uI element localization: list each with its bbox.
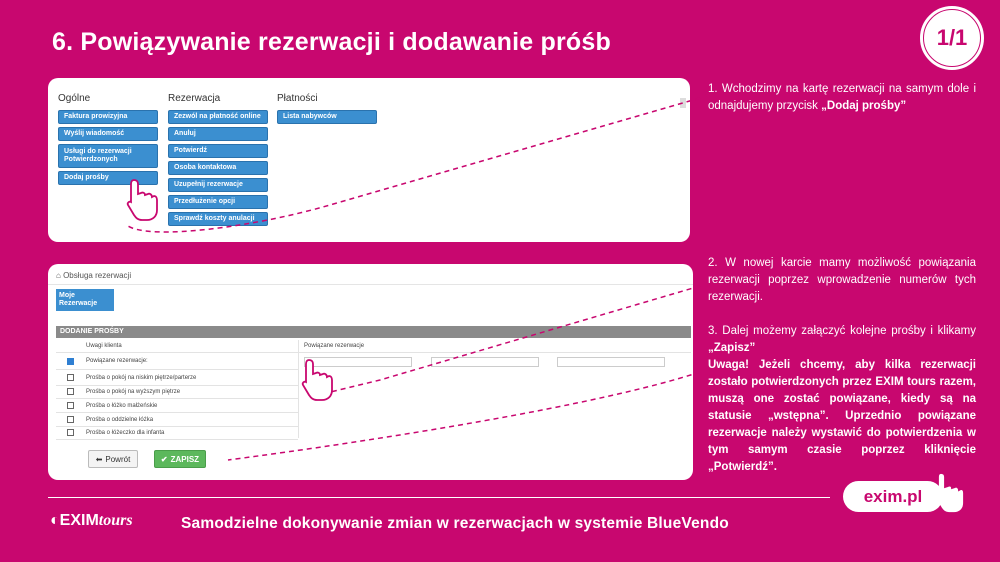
cancel-button[interactable]: Anuluj xyxy=(168,127,268,141)
confirmed-services-button[interactable]: Usługi do rezerwacji Potwierdzonych xyxy=(58,144,158,168)
step-1-highlight: „Dodaj prośby” xyxy=(821,100,907,112)
logo-mark-icon: ◐ xyxy=(50,512,60,529)
section-header: DODANIE PROŚBY xyxy=(56,326,691,338)
step-1-text xyxy=(708,81,976,115)
column-header-linked-reservations: Powiązane rezerwacje xyxy=(304,343,365,349)
hand-cursor-icon xyxy=(303,360,332,400)
row-label: Prośba o pokój na niskim piętrze/parterze xyxy=(86,375,197,381)
invoice-button[interactable]: Faktura prowizyjna xyxy=(58,110,158,124)
row-label: Prośba o pokój na wyższym piętrze xyxy=(86,389,181,395)
column-header-customer-notes: Uwagi klienta xyxy=(86,343,122,349)
dashed-connector-1 xyxy=(128,98,700,232)
column-heading-rezerwacja: Rezerwacja xyxy=(168,93,221,104)
complete-reservation-button[interactable]: Uzupełnij rezerwacje xyxy=(168,178,268,192)
step-3-text xyxy=(708,323,976,357)
breadcrumb-label: Obsługa rezerwacji xyxy=(63,271,132,280)
row-label: Prośba o oddzielne łóżka xyxy=(86,417,154,423)
footer-tagline: Samodzielne dokonywanie zmian w rezerwacjach w systemie BlueVendo xyxy=(181,515,729,532)
send-message-button[interactable]: Wyślij wiadomość xyxy=(58,127,158,141)
step-3-body: 3. Dalej możemy załączyć kolejne prośby i klikamy xyxy=(708,325,976,337)
arrow-left-icon: ⬅ xyxy=(95,454,103,464)
extend-option-button[interactable]: Przedłużenie opcji xyxy=(168,195,268,209)
column-heading-platnosci: Płatności xyxy=(277,93,318,104)
contact-person-button[interactable]: Osoba kontaktowa xyxy=(168,161,268,175)
home-icon[interactable]: ⌂ xyxy=(56,271,61,280)
row-label: Powiązane rezerwacje: xyxy=(86,358,148,364)
page-badge: 1/1 xyxy=(924,10,980,66)
back-button-label: Powrót xyxy=(105,454,131,464)
step-1-body: 1. Wchodzimy na kartę rezerwacji na samym dole i odnajdujemy przycisk xyxy=(708,83,976,112)
dashed-connector-3 xyxy=(228,372,700,460)
logo-script: tours xyxy=(98,512,133,529)
step-3-highlight: „Zapisz” xyxy=(708,342,756,354)
page-title: 6. Powiązywanie rezerwacji i dodawanie próśb xyxy=(52,28,611,56)
check-cancellation-costs-button[interactable]: Sprawdź koszty anulacji xyxy=(168,212,268,226)
add-requests-button[interactable]: Dodaj prośby xyxy=(58,171,158,185)
hand-cursor-icon xyxy=(128,180,157,220)
warning-text: Uwaga! Jeżeli chcemy, aby kilka rezerwacji zostało potwierdzonych przez EXIM tours razem, muszą one zostać powiązane, kiedy są na statusie „wstępna”. Uprzednio powiązane rezerwacje należy wystawić do potwierdzenia w tym samym czasie poprzez kliknięcie „Potwierdź”. xyxy=(708,359,976,473)
row-label: Prośba o łóżko małżeńskie xyxy=(86,403,158,409)
column-heading-ogolne: Ogólne xyxy=(58,93,91,104)
exim-tours-logo xyxy=(50,512,133,530)
logo-main: EXIM xyxy=(59,512,99,529)
website-link[interactable]: exim.pl xyxy=(843,481,943,512)
allow-online-payment-button[interactable]: Zezwól na płatność online xyxy=(168,110,268,124)
check-icon: ✔ xyxy=(160,454,168,464)
confirm-button[interactable]: Potwierdź xyxy=(168,144,268,158)
dashed-connector-2 xyxy=(318,286,700,395)
my-reservations-tab[interactable]: Moje Rezerwacje xyxy=(56,289,114,311)
footer-divider xyxy=(48,497,830,498)
step-2-text: 2. W nowej karcie mamy możliwość powiązania rezerwacji poprzez wprowadzenie numerów tych rezerwacji. xyxy=(708,257,976,303)
buyers-list-button[interactable]: Lista nabywców xyxy=(277,110,377,124)
row-label: Prośba o łóżeczko dla infanta xyxy=(86,430,165,436)
save-button-label: ZAPISZ xyxy=(170,454,200,464)
